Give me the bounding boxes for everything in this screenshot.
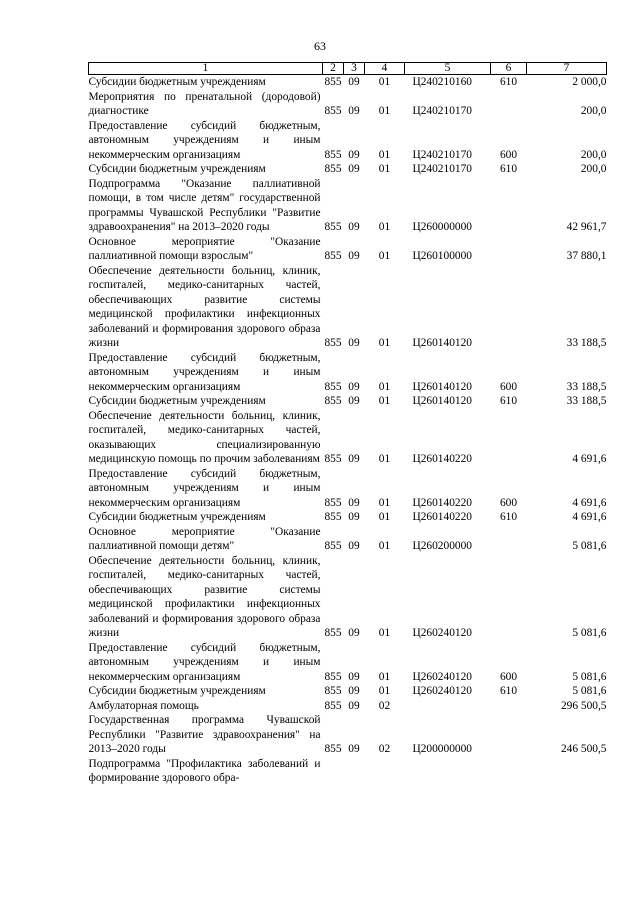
row-gr: 855 [324, 743, 342, 755]
row-sum: 4 691,6 [572, 453, 607, 465]
table-row [89, 525, 607, 554]
row-rz: 09 [348, 511, 360, 523]
table-row [89, 75, 607, 90]
row-gr: 855 [324, 221, 342, 233]
row-name: Субсидии бюджетным учреждениям [88, 685, 266, 697]
row-rz: 09 [348, 148, 360, 161]
row-vr [491, 235, 527, 264]
row-pr: 01 [378, 453, 391, 465]
row-vr: 600 [499, 148, 518, 161]
row-name: Субсидии бюджетным учреждениям [88, 163, 266, 175]
row-gr: 855 [324, 395, 342, 407]
row-pr: 02 [378, 699, 391, 712]
header-row [89, 63, 607, 75]
row-vr [491, 409, 527, 467]
table-header [89, 63, 607, 75]
row-csr: Ц260140120 [412, 380, 472, 393]
row-pr: 01 [378, 337, 391, 349]
row-csr: Ц260100000 [412, 250, 472, 262]
row-gr: 855 [324, 76, 342, 88]
table-row [89, 510, 607, 525]
row-rz: 09 [348, 670, 360, 683]
row-csr: Ц260240120 [412, 685, 472, 697]
header-col-1: 1 [89, 63, 323, 75]
row-csr: Ц240210170 [412, 148, 472, 161]
row-sum: 200,0 [580, 163, 607, 175]
table-row [89, 554, 607, 641]
row-name: Подпрограмма "Оказание паллиативной помощи, в том числе детям" государственной программы Чувашской Республики "Развитие здравоохранения" на 2013–2020 годы [88, 177, 321, 233]
row-vr: 600 [499, 670, 518, 683]
table-row [89, 235, 607, 264]
row-pr: 01 [378, 163, 391, 175]
row-vr: 600 [499, 496, 518, 509]
row-vr: 610 [499, 395, 518, 407]
row-vr: 610 [499, 685, 518, 697]
row-vr: 600 [499, 380, 518, 393]
row-pr: 01 [378, 627, 391, 639]
row-name: Обеспечение деятельности больниц, клиник, госпиталей, медико-санитарных частей, обеспечивающих развитие системы медицинской профилактики инфекционных заболеваний и формирования здорового образа жизни [88, 554, 321, 639]
row-rz: 09 [348, 395, 360, 407]
row-sum: 2 000,0 [572, 76, 607, 88]
row-rz: 09 [348, 250, 360, 262]
row-sum: 5 081,6 [572, 540, 607, 552]
row-name: Предоставление субсидий бюджетным, автономным учреждениям и иным некоммерческим организациям [88, 467, 321, 509]
row-name: Основное мероприятие "Оказание паллиативной помощи взрослым" [88, 235, 321, 262]
row-csr: Ц200000000 [412, 743, 472, 755]
row-sum: 4 691,6 [572, 511, 607, 523]
table-row [89, 119, 607, 163]
row-pr: 01 [378, 221, 391, 233]
row-csr: Ц260140120 [412, 337, 472, 349]
row-pr: 01 [378, 76, 391, 88]
row-csr: Ц260140220 [412, 511, 472, 523]
row-sum: 5 081,6 [572, 685, 607, 697]
row-csr: Ц240210170 [412, 163, 472, 175]
table-row [89, 684, 607, 699]
row-vr [491, 90, 527, 119]
row-csr: Ц260200000 [412, 540, 472, 552]
row-sum: 33 188,5 [566, 395, 607, 407]
row-sum: 200,0 [580, 105, 607, 117]
row-name: Субсидии бюджетным учреждениям [88, 76, 266, 88]
row-name: Подпрограмма "Профилактика заболеваний и формирование здорового обра- [88, 757, 321, 784]
row-rz: 09 [348, 337, 360, 349]
table-row [89, 90, 607, 119]
row-gr: 855 [324, 337, 342, 349]
row-gr: 855 [324, 380, 342, 393]
row-csr: Ц260240120 [412, 627, 472, 639]
row-pr: 01 [378, 395, 391, 407]
row-gr: 855 [324, 148, 342, 161]
row-csr: Ц260000000 [412, 221, 472, 233]
row-csr [405, 757, 491, 786]
row-vr [491, 177, 527, 235]
row-name: Предоставление субсидий бюджетным, автономным учреждениям и иным некоммерческим организациям [88, 119, 321, 161]
row-csr: Ц260140220 [412, 496, 472, 509]
row-pr: 02 [378, 743, 391, 755]
row-rz: 09 [348, 105, 360, 117]
row-vr [491, 699, 527, 714]
row-rz: 09 [348, 76, 360, 88]
row-gr: 855 [324, 540, 342, 552]
row-gr: 855 [324, 699, 342, 712]
row-vr: 610 [499, 511, 518, 523]
row-rz: 09 [348, 699, 360, 712]
row-sum: 246 500,5 [560, 743, 607, 755]
table-row [89, 162, 607, 177]
row-name: Обеспечение деятельности больниц, клиник, госпиталей, медико-санитарных частей, обеспечивающих развитие системы медицинской профилактики инфекционных заболеваний и формирования здорового образа жизни [88, 264, 321, 349]
row-gr: 855 [324, 511, 342, 523]
header-col-2: 2 [323, 63, 344, 75]
row-csr: Ц260240120 [412, 670, 472, 683]
row-sum: 37 880,1 [566, 250, 607, 262]
row-name: Предоставление субсидий бюджетным, автономным учреждениям и иным некоммерческим организациям [88, 351, 321, 393]
row-rz: 09 [348, 743, 360, 755]
row-gr: 855 [324, 685, 342, 697]
row-gr: 855 [324, 105, 342, 117]
table-row [89, 264, 607, 351]
row-vr: 610 [499, 163, 518, 175]
row-name: Субсидии бюджетным учреждениям [88, 511, 266, 523]
row-sum: 200,0 [580, 148, 607, 161]
row-name: Субсидии бюджетным учреждениям [88, 395, 266, 407]
row-pr: 01 [378, 250, 391, 262]
header-col-4: 4 [365, 63, 405, 75]
row-name: Амбулаторная помощь [88, 699, 199, 712]
row-vr [491, 264, 527, 351]
row-sum: 296 500,5 [560, 699, 607, 712]
row-sum: 33 188,5 [566, 380, 607, 393]
header-col-3: 3 [344, 63, 365, 75]
row-sum: 5 081,6 [572, 670, 607, 683]
row-rz [344, 757, 365, 786]
table-row [89, 641, 607, 685]
row-pr: 01 [378, 511, 391, 523]
table-row [89, 394, 607, 409]
row-vr [491, 757, 527, 786]
table-row [89, 699, 607, 714]
table-row [89, 351, 607, 395]
row-vr: 610 [499, 76, 518, 88]
budget-table [88, 62, 607, 786]
table-row [89, 713, 607, 757]
row-pr: 01 [378, 685, 391, 697]
row-gr: 855 [324, 670, 342, 683]
row-rz: 09 [348, 221, 360, 233]
page-number: 63 [314, 39, 326, 53]
row-rz: 09 [348, 496, 360, 509]
row-rz: 09 [348, 540, 360, 552]
row-sum: 33 188,5 [566, 337, 607, 349]
row-pr: 01 [378, 148, 391, 161]
row-vr [491, 525, 527, 554]
row-gr [323, 757, 344, 786]
row-csr: Ц260140120 [412, 395, 472, 407]
row-name: Основное мероприятие "Оказание паллиативной помощи детям" [88, 525, 321, 552]
row-pr [365, 757, 405, 786]
row-pr: 01 [378, 380, 391, 393]
header-col-7: 7 [527, 63, 607, 75]
row-name: Обеспечение деятельности больниц, клиник, госпиталей, медико-санитарных частей, оказывающих специализированную медицинскую помощь по прочим заболеваниям [88, 409, 321, 465]
table-body [89, 75, 607, 786]
row-pr: 01 [378, 670, 391, 683]
row-name: Государственная программа Чувашской Республики "Развитие здравоохранения" на 2013–2020 годы [88, 714, 321, 755]
row-sum [527, 757, 607, 786]
row-gr: 855 [324, 496, 342, 509]
row-gr: 855 [324, 627, 342, 639]
row-sum: 42 961,7 [566, 221, 607, 233]
row-rz: 09 [348, 380, 360, 393]
row-rz: 09 [348, 627, 360, 639]
row-pr: 01 [378, 540, 391, 552]
row-name: Предоставление субсидий бюджетным, автономным учреждениям и иным некоммерческим организациям [88, 641, 321, 683]
header-col-5: 5 [405, 63, 491, 75]
table-row [89, 467, 607, 511]
table-row [89, 757, 607, 786]
table-row [89, 177, 607, 235]
table-row [89, 409, 607, 467]
row-gr: 855 [324, 163, 342, 175]
row-sum: 5 081,6 [572, 627, 607, 639]
header-col-6: 6 [491, 63, 527, 75]
row-csr: Ц240210160 [412, 76, 472, 88]
row-pr: 01 [378, 496, 391, 509]
row-sum: 4 691,6 [572, 496, 607, 509]
row-rz: 09 [348, 453, 360, 465]
row-rz: 09 [348, 163, 360, 175]
row-gr: 855 [324, 250, 342, 262]
row-vr [491, 554, 527, 641]
row-rz: 09 [348, 685, 360, 697]
row-name: Мероприятия по пренатальной (дородовой) диагностике [88, 90, 321, 117]
row-pr: 01 [378, 105, 391, 117]
row-gr: 855 [324, 453, 342, 465]
row-vr [491, 713, 527, 757]
row-csr: Ц240210170 [412, 105, 472, 117]
row-csr: Ц260140220 [412, 453, 472, 465]
row-csr [405, 699, 491, 714]
